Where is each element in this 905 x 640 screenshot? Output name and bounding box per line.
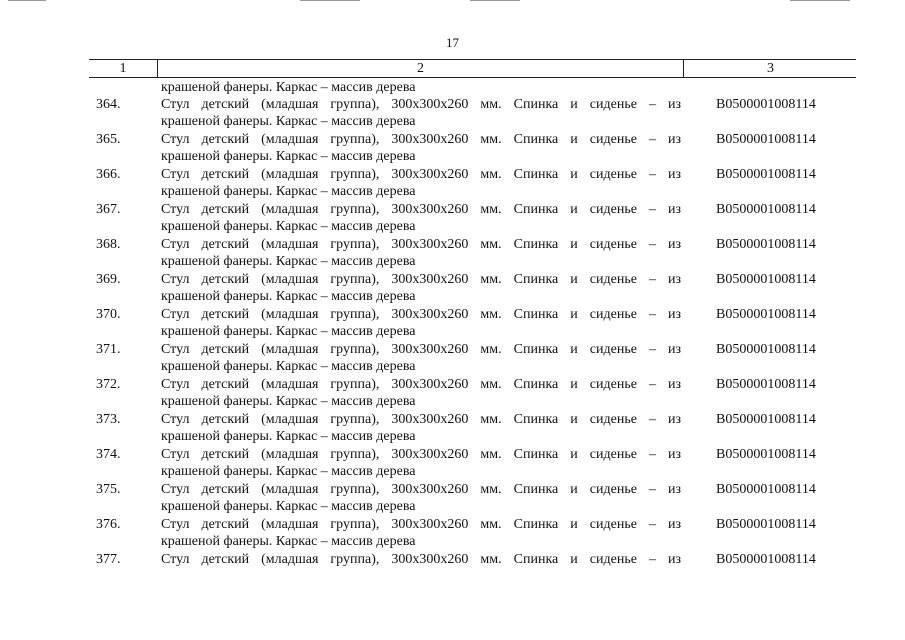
- row-description: [161, 201, 681, 235]
- scan-edge-line: [8, 0, 46, 1]
- table-row: [0, 236, 905, 271]
- row-description: [161, 131, 681, 165]
- description-line-1: Стул детский (младшая группа), 300х300х260 мм. Спинка и сиденье – из: [161, 377, 681, 392]
- row-description: [161, 376, 681, 410]
- description-line-2: крашеной фанеры. Каркас – массив дерева: [161, 359, 416, 374]
- description-line-1: Стул детский (младшая группа), 300х300х260 мм. Спинка и сиденье – из: [161, 202, 681, 217]
- row-number: 375.: [96, 482, 121, 497]
- row-number: 367.: [96, 202, 121, 217]
- row-number: 369.: [96, 272, 121, 287]
- table-row: [0, 96, 905, 131]
- row-code: В0500001008114: [716, 412, 816, 427]
- row-description: [161, 236, 681, 270]
- description-line-1: Стул детский (младшая группа), 300х300х260 мм. Спинка и сиденье – из: [161, 447, 681, 462]
- description-line-2: крашеной фанеры. Каркас – массив дерева: [161, 184, 416, 199]
- description-line-2: крашеной фанеры. Каркас – массив дерева: [161, 254, 416, 269]
- row-code: В0500001008114: [716, 202, 816, 217]
- table-header: [89, 59, 856, 78]
- description-line-2: крашеной фанеры. Каркас – массив дерева: [161, 149, 416, 164]
- table-row: [0, 376, 905, 411]
- description-line-1: Стул детский (младшая группа), 300х300х260 мм. Спинка и сиденье – из: [161, 132, 681, 147]
- description-line-1: Стул детский (младшая группа), 300х300х260 мм. Спинка и сиденье – из: [161, 412, 681, 427]
- row-code: В0500001008114: [716, 482, 816, 497]
- row-number: 374.: [96, 447, 121, 462]
- description-line-1: Стул детский (младшая группа), 300х300х260 мм. Спинка и сиденье – из: [161, 237, 681, 252]
- table-row: [0, 131, 905, 166]
- row-number: 365.: [96, 132, 121, 147]
- table-row: [0, 411, 905, 446]
- header-col-1: 1: [119, 61, 127, 76]
- row-number: 377.: [96, 552, 121, 567]
- row-description: [161, 271, 681, 305]
- scan-edge-line: [470, 0, 520, 1]
- description-line-2: крашеной фанеры. Каркас – массив дерева: [161, 394, 416, 409]
- description-line-2: крашеной фанеры. Каркас – массив дерева: [161, 219, 416, 234]
- row-code: В0500001008114: [716, 552, 816, 567]
- table-row: [0, 271, 905, 306]
- row-description: [161, 516, 681, 550]
- row-code: В0500001008114: [716, 517, 816, 532]
- row-number: 370.: [96, 307, 121, 322]
- description-line-1: Стул детский (младшая группа), 300х300х260 мм. Спинка и сиденье – из: [161, 552, 681, 567]
- row-description: [161, 96, 681, 130]
- description-line-1: Стул детский (младшая группа), 300х300х260 мм. Спинка и сиденье – из: [161, 272, 681, 287]
- description-line-1: Стул детский (младшая группа), 300х300х260 мм. Спинка и сиденье – из: [161, 482, 681, 497]
- table-row: [0, 516, 905, 551]
- row-description: [161, 481, 681, 515]
- table-row: [0, 551, 905, 586]
- row-description: [161, 411, 681, 445]
- table-row: [0, 341, 905, 376]
- row-description: [161, 551, 681, 568]
- description-line-1: Стул детский (младшая группа), 300х300х260 мм. Спинка и сиденье – из: [161, 167, 681, 182]
- row-number: 368.: [96, 237, 121, 252]
- row-number: 373.: [96, 412, 121, 427]
- row-number: 372.: [96, 377, 121, 392]
- row-code: В0500001008114: [716, 447, 816, 462]
- row-number: 376.: [96, 517, 121, 532]
- row-code: В0500001008114: [716, 307, 816, 322]
- row-description: [161, 166, 681, 200]
- row-code: В0500001008114: [716, 167, 816, 182]
- description-line-2: крашеной фанеры. Каркас – массив дерева: [161, 324, 416, 339]
- row-description: [161, 306, 681, 340]
- row-code: В0500001008114: [716, 97, 816, 112]
- description-line-1: Стул детский (младшая группа), 300х300х260 мм. Спинка и сиденье – из: [161, 517, 681, 532]
- description-line-1: Стул детский (младшая группа), 300х300х260 мм. Спинка и сиденье – из: [161, 97, 681, 112]
- description-line-2: крашеной фанеры. Каркас – массив дерева: [161, 114, 416, 129]
- description-line-2: крашеной фанеры. Каркас – массив дерева: [161, 534, 416, 549]
- description-line-2: крашеной фанеры. Каркас – массив дерева: [161, 429, 416, 444]
- header-col-3: 3: [683, 60, 857, 77]
- scan-edge-line: [790, 0, 850, 1]
- row-code: В0500001008114: [716, 377, 816, 392]
- header-col-2: 2: [157, 60, 683, 77]
- table-row: [0, 201, 905, 236]
- row-code: В0500001008114: [716, 272, 816, 287]
- description-line-2: крашеной фанеры. Каркас – массив дерева: [161, 289, 416, 304]
- table-row: [0, 481, 905, 516]
- continuation-text: крашеной фанеры. Каркас – массив дерева: [161, 80, 416, 95]
- table-row: [0, 446, 905, 481]
- scan-edge-line: [300, 0, 360, 1]
- page-number: 17: [446, 35, 459, 50]
- table-body: [0, 96, 905, 586]
- description-line-1: Стул детский (младшая группа), 300х300х260 мм. Спинка и сиденье – из: [161, 307, 681, 322]
- table-row: [0, 166, 905, 201]
- row-code: В0500001008114: [716, 237, 816, 252]
- table-row: [0, 306, 905, 341]
- row-description: [161, 446, 681, 480]
- row-description: [161, 341, 681, 375]
- row-code: В0500001008114: [716, 342, 816, 357]
- description-line-2: крашеной фанеры. Каркас – массив дерева: [161, 464, 416, 479]
- row-number: 366.: [96, 167, 121, 182]
- row-number: 371.: [96, 342, 121, 357]
- description-line-1: Стул детский (младшая группа), 300х300х260 мм. Спинка и сиденье – из: [161, 342, 681, 357]
- row-code: В0500001008114: [716, 132, 816, 147]
- row-number: 364.: [96, 97, 121, 112]
- description-line-2: крашеной фанеры. Каркас – массив дерева: [161, 499, 416, 514]
